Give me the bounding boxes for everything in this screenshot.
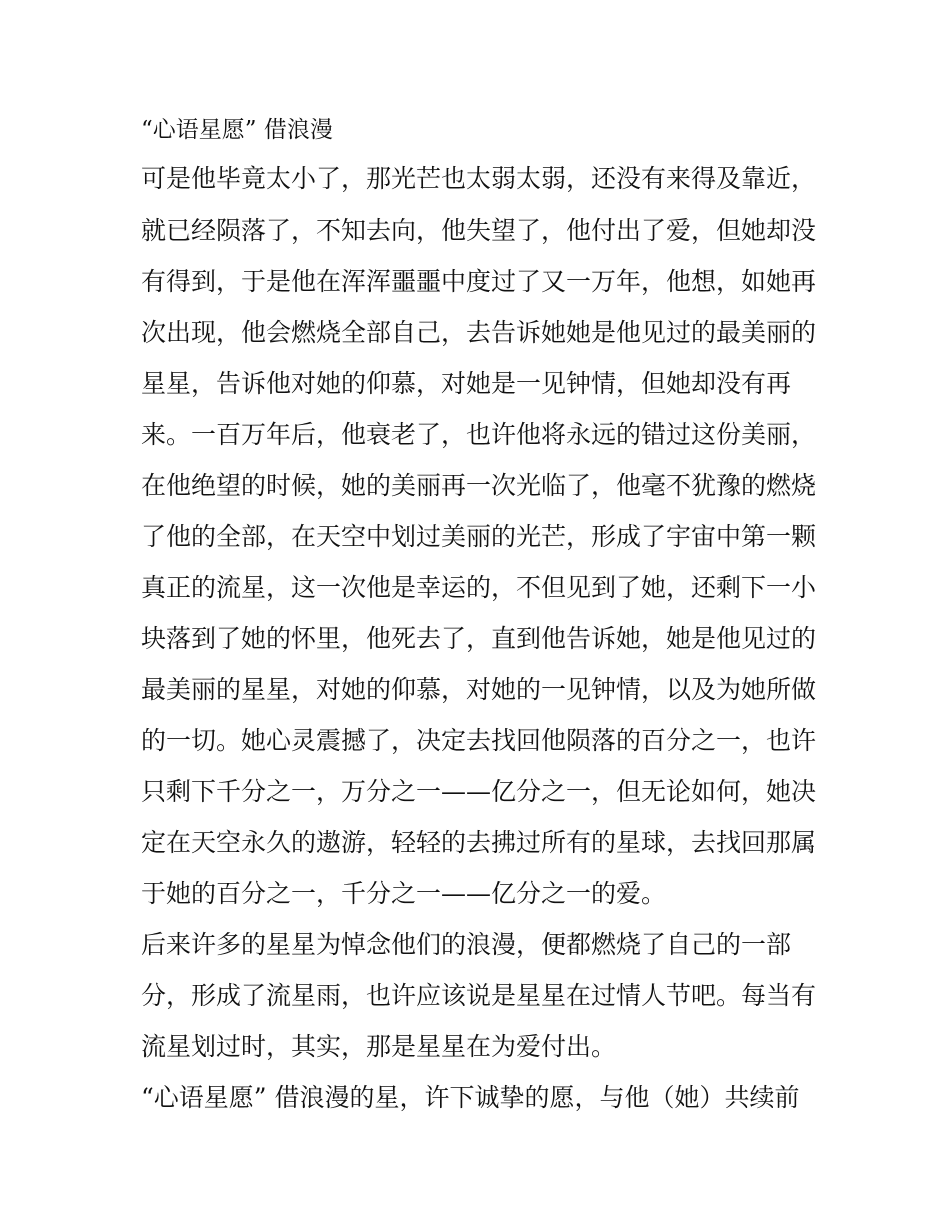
paragraph-line: 分，形成了流星雨，也许应该说是星星在过情人节吧。每当有 [141, 981, 817, 1010]
paragraph-line: 有得到，于是他在浑浑噩噩中度过了又一万年，他想，如她再 [141, 267, 817, 296]
paragraph-line: 只剩下千分之一，万分之一——亿分之一，但无论如何，她决 [141, 777, 817, 806]
paragraph-line: 流星划过时，其实，那是星星在为爱付出。 [141, 1032, 617, 1061]
paragraph-line: 来。一百万年后，他衰老了，也许他将永远的错过这份美丽， [141, 420, 817, 449]
paragraph-line: 于她的百分之一，千分之一——亿分之一的爱。 [141, 879, 667, 908]
paragraph-line: “心语星愿” 借浪漫的星，许下诚挚的愿，与他（她）共续前 [141, 1083, 800, 1112]
paragraph-line: 块落到了她的怀里，他死去了，直到他告诉她，她是他见过的 [141, 624, 817, 653]
paragraph-line: 在他绝望的时候，她的美丽再一次光临了，他毫不犹豫的燃烧 [141, 471, 817, 500]
paragraph-line: 可是他毕竟太小了，那光芒也太弱太弱，还没有来得及靠近， [141, 164, 817, 193]
paragraph-line: 定在天空永久的遨游，轻轻的去拂过所有的星球，去找回那属 [141, 828, 817, 857]
paragraph-line: 了他的全部，在天空中划过美丽的光芒，形成了宇宙中第一颗 [141, 522, 817, 551]
section-title: “心语星愿” 借浪漫 [141, 117, 333, 143]
paragraph-line: 最美丽的星星，对她的仰慕，对她的一见钟情，以及为她所做 [141, 675, 817, 704]
paragraph-line: 就已经陨落了，不知去向，他失望了，他付出了爱，但她却没 [141, 216, 817, 245]
paragraph-line: 星星，告诉他对她的仰慕，对她是一见钟情，但她却没有再 [141, 369, 792, 398]
paragraph-line: 真正的流星，这一次他是幸运的，不但见到了她，还剩下一小 [141, 573, 817, 602]
paragraph-line: 次出现，他会燃烧全部自己，去告诉她她是他见过的最美丽的 [141, 318, 817, 347]
paragraph-line: 后来许多的星星为悼念他们的浪漫，便都燃烧了自己的一部 [141, 930, 792, 959]
paragraph-line: 的一切。她心灵震撼了，决定去找回他陨落的百分之一，也许 [141, 726, 817, 755]
